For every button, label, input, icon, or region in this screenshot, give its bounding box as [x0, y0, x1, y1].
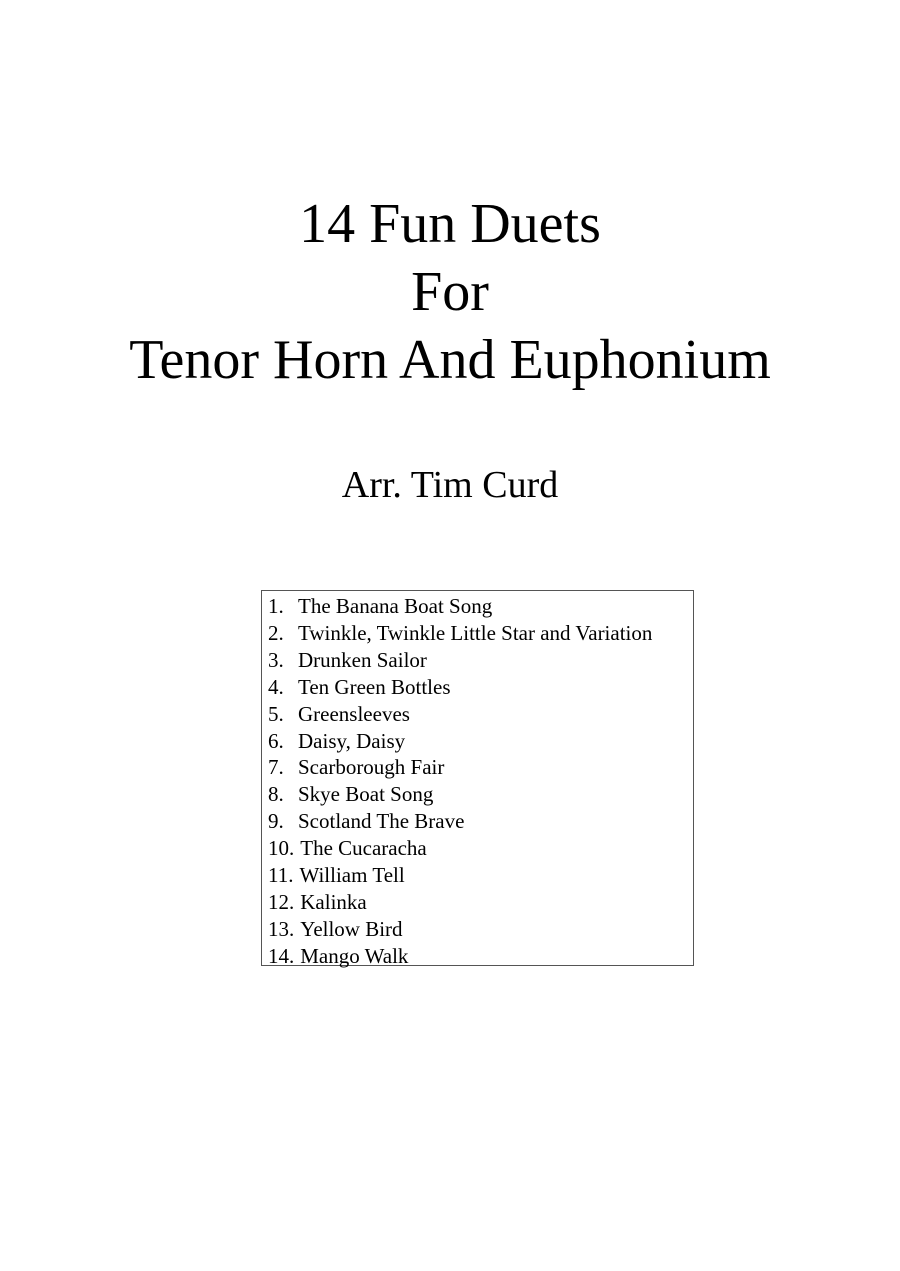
- item-title: Skye Boat Song: [298, 782, 434, 807]
- contents-item: [268, 808, 693, 835]
- item-title: Twinkle, Twinkle Little Star and Variation: [298, 620, 653, 645]
- item-number: 9.: [268, 809, 284, 834]
- contents-item: [268, 620, 693, 647]
- contents-item: [268, 754, 693, 781]
- item-number: 7.: [268, 755, 284, 780]
- item-title: Scarborough Fair: [298, 755, 445, 780]
- item-title: The Banana Boat Song: [298, 594, 493, 618]
- item-number: 10.: [268, 836, 295, 861]
- item-title: Scotland The Brave: [298, 809, 465, 834]
- item-title: Greensleeves: [298, 701, 410, 726]
- item-title: Yellow Bird: [300, 916, 403, 941]
- title-block: [0, 190, 900, 394]
- item-number: 8.: [268, 782, 284, 807]
- item-number: 12.: [268, 889, 295, 914]
- contents-item: [268, 781, 693, 808]
- item-title: Daisy, Daisy: [298, 728, 406, 753]
- contents-list: [268, 593, 693, 970]
- item-title: Kalinka: [300, 889, 367, 914]
- title-line-2: For: [411, 261, 489, 323]
- item-number: 14.: [268, 943, 295, 968]
- item-number: 11.: [268, 863, 294, 888]
- contents-item: [268, 889, 693, 916]
- title-line-3: Tenor Horn And Euphonium: [129, 329, 771, 391]
- item-number: 4.: [268, 674, 284, 699]
- contents-item: [268, 593, 693, 620]
- contents-item: [268, 835, 693, 862]
- item-number: 1.: [268, 594, 284, 618]
- item-number: 3.: [268, 647, 284, 672]
- contents-box: [261, 590, 694, 966]
- contents-item: [268, 701, 693, 728]
- contents-item: [268, 647, 693, 674]
- item-number: 6.: [268, 728, 284, 753]
- item-title: Mango Walk: [300, 943, 409, 968]
- item-title: The Cucaracha: [300, 836, 427, 861]
- item-title: William Tell: [299, 863, 405, 888]
- title-line-1: 14 Fun Duets: [299, 193, 601, 255]
- contents-item: [268, 728, 693, 755]
- contents-item: [268, 674, 693, 701]
- contents-item: [268, 862, 693, 889]
- item-number: 5.: [268, 701, 284, 726]
- contents-item: [268, 943, 693, 970]
- item-title: Drunken Sailor: [298, 647, 427, 672]
- contents-item: [268, 916, 693, 943]
- item-number: 13.: [268, 916, 295, 941]
- item-number: 2.: [268, 620, 284, 645]
- item-title: Ten Green Bottles: [298, 674, 451, 699]
- arranger-credit: Arr. Tim Curd: [341, 464, 559, 506]
